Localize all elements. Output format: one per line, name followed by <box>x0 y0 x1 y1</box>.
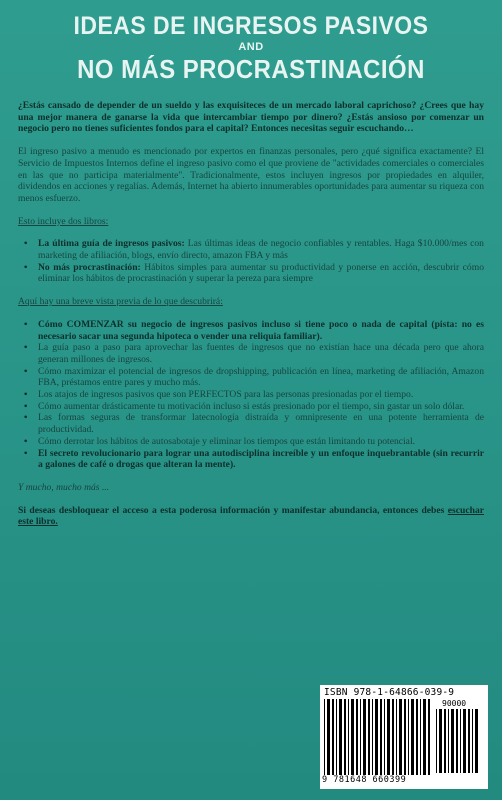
bullet-icon: • <box>24 318 28 330</box>
preview-item-bold: Cómo COMENZAR su negocio de ingresos pasivos incluso si tiene poco o nada de capital (pista: no es necesario sacar una segunda hipoteca o vender una reliquia familiar). <box>38 318 484 342</box>
price-barcode-icon <box>436 709 482 773</box>
cta-link: escuchar este libro. <box>18 504 484 528</box>
title-line-2: NO MÁS PROCRASTINACIÓN <box>77 54 425 84</box>
bullet-icon: • <box>24 365 28 377</box>
bullet-icon: • <box>24 342 28 354</box>
list-item <box>24 389 484 401</box>
book-description: Las últimas ideas de negocio confiables y rentables. Haga $10.000/mes con marketing de afiliación, blogs, envío directo, amazon FBA y más <box>38 238 484 262</box>
preview-item-text: Cómo maximizar el potencial de ingresos de dropshipping, publicación en línea, marketing de afiliación, Amazon FBA, préstamos entre pares y mucho más. <box>38 365 484 389</box>
description-body <box>18 100 484 528</box>
closing-line: Y mucho, mucho más ... <box>18 481 110 493</box>
preview-item-text: La guía paso a paso para aprovechar las fuentes de ingresos que no existían hace una década pero que ahora generan millones de ingresos. <box>38 342 484 365</box>
title-connector: AND <box>238 41 264 53</box>
bullet-icon: • <box>24 412 28 424</box>
bullet-icon: • <box>24 400 28 412</box>
book-description: Hábitos simples para aumentar su productividad y ponerse en acción, descubrir cómo eliminar los hábitos de procrastinación y superar la pereza para siempre <box>38 261 484 285</box>
title-block <box>0 10 502 84</box>
list-item <box>24 447 484 471</box>
list-item <box>24 365 484 389</box>
books-heading: Esto incluye dos libros: <box>18 215 109 227</box>
list-item <box>24 318 484 342</box>
preview-list <box>18 319 484 471</box>
price-code: 90000 <box>442 699 467 708</box>
preview-heading: Aquí hay una breve vista previa de lo que descubrirá: <box>18 296 223 308</box>
intro-bold-paragraph: ¿Estás cansado de depender de un sueldo y las exquisiteces de un mercado laboral caprichoso? ¿Crees que hay una mejor manera de ganarse la vida que intercambiar tiempo por dinero? ¿Estás ansioso por comenzar un negocio pero no tienes suficientes fondos para el capital? Entonces necesitas seguir escuchando… <box>18 100 484 135</box>
bullet-icon: • <box>24 435 28 447</box>
bullet-icon: • <box>24 238 28 250</box>
book-title: La última guía de ingresos pasivos: <box>38 238 185 250</box>
preview-item-bold: El secreto revolucionario para lograr una autodisciplina increíble y un enfoque inquebrantable (sin recurrir a galones de café o drogas que alteran la mente). <box>38 447 484 471</box>
preview-item-text: Cómo derrotar los hábitos de autosabotaje y eliminar los tiempos que están limitando tu potencial. <box>38 435 416 447</box>
intro-paragraph: El ingreso pasivo a menudo es mencionado por expertos en finanzas personales, pero ¿qué significa exactamente? El Servicio de Impuestos Internos define el ingreso pasivo como el que proviene de "actividades comerciales o comerciales en las que no participa materialmente". Tradicionalmente, estos incluyen ingresos por propiedades en alquiler, dividendos en acciones y regalías. Además, Internet ha abierto innumerables oportunidades para aumentar su riqueza con menos esfuerzo. <box>18 146 484 204</box>
preview-item-text: Las formas seguras de transformar latecnología distraída y omnipresente en una potente herramienta de productividad. <box>38 412 484 436</box>
book-title: No más procrastinación: <box>38 261 141 273</box>
bullet-icon: • <box>24 389 28 401</box>
bullet-icon: • <box>24 447 28 459</box>
call-to-action <box>18 505 484 528</box>
list-item <box>24 342 484 365</box>
books-list <box>18 238 484 285</box>
preview-item-text: Los atajos de ingresos pasivos que son PERFECTOS para las personas presionadas por el tiempo. <box>38 389 414 401</box>
bullet-icon: • <box>24 261 28 273</box>
title-line-1: IDEAS DE INGRESOS PASIVOS <box>73 12 429 40</box>
isbn-label: ISBN 978-1-64866-039-9 <box>324 687 455 698</box>
list-item <box>24 412 484 436</box>
list-item <box>24 261 484 285</box>
cta-text: Si deseas desbloquear el acceso a esta poderosa información y manifestar abundancia, entonces debes <box>18 504 448 516</box>
list-item <box>24 400 484 413</box>
list-item <box>24 435 484 448</box>
barcode-icon <box>324 699 432 775</box>
preview-item-text: Cómo aumentar drásticamente tu motivación incluso si estás presionado por el tiempo, sin gastar un solo dólar. <box>38 400 465 412</box>
isbn-barcode-box <box>320 685 488 789</box>
list-item <box>24 238 484 262</box>
isbn-digits: 9 781648 660399 <box>322 775 407 785</box>
